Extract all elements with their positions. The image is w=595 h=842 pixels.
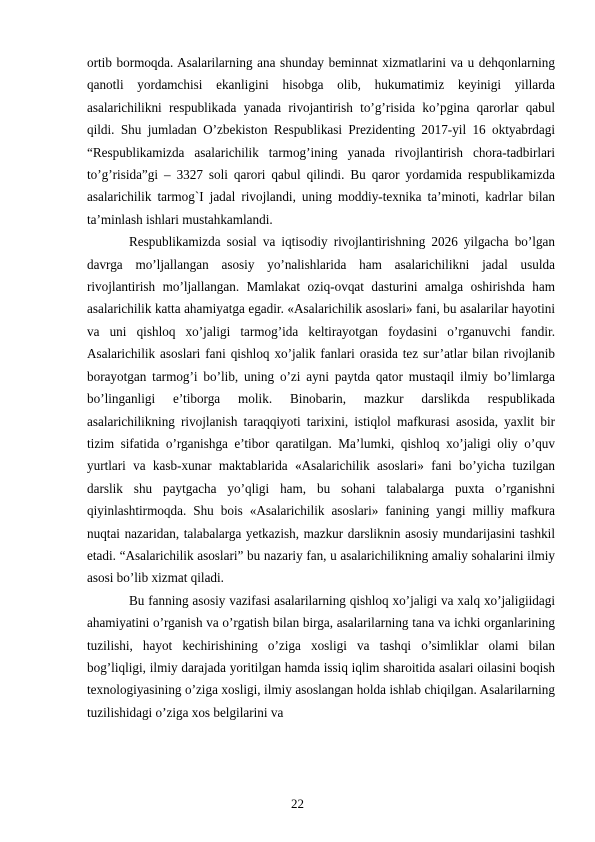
paragraph-2: Respublikamizda sosial va iqtisodiy rivojlantirishning 2026 yilgacha bo’lgan davrga mo’ljallangan asosiy yo’nalishlarida ham asalarichilikni jadal usulda rivojlantirish mo’ljallangan. Mamlakat oziq-ovqat dasturini amalga oshirishda ham asalarichilik katta ahamiyatga egadir. «Asalarichilik asoslari» fani, bu asalarilar hayotini va uni qishloq xo’jaligi tarmog’ida keltirayotgan foydasini o’rganuvchi fandir. Asalarichilik asoslari fani qishloq xo’jalik fanlari orasida tez sur’atlar bilan rivojlanib borayotgan tarmog’i bo’lib, uning o’zi ayni paytda qator mustaqil ilmiy bo’limlarga bo’linganligi e’tiborga molik. Binobarin, mazkur darslikda respublikada asalarichilikning rivojlanish taraqqiyoti tarixini, istiqlol mafkurasi asosida, yaxlit bir tizim sifatida o’rganishga e’tibor qaratilgan. Ma’lumki, qishloq xo’jaligi oliy o’quv yurtlari va kasb-xunar maktablarida «Asalarichilik asoslari» fani bo’yicha tuzilgan darslik shu paytgacha yo’qligi ham, bu sohani talabalarga puxta o’rganishni qiyinlashtirmoqda. Shu bois «Asalarichilik asoslari» fanining yangi milliy mafkura nuqtai nazaridan, talabalarga yetkazish, mazkur darsliknin asosiy mundarijasini tashkil etadi. “Asalarichilik asoslari” bu nazariy fan, u asalarichilikning amaliy sohalarini ilmiy asosi bo’lib xizmat qiladi. xyxy=(87,234,555,586)
page-number: 22 xyxy=(291,796,304,811)
paragraph-3: Bu fanning asosiy vazifasi asalarilarning qishloq xo’jaligi va xalq xo’jaligiidagi ahamiyatini o’rganish va o’rgatish bilan birga, asalarilarning tana va ichki organlarining tuzilishi, hayot kechirishining o’ziga xosligi va tashqi o’simliklar olami bilan bog’liqligi, ilmiy darajada yoritilgan hamda issiq iqlim sharoitida asalari oilasini boqish texnologiyasining o’ziga xosligi, ilmiy asoslangan holda ishlab chiqilgan. Asalarilarning tuzilishidagi o’ziga xos belgilarini va xyxy=(87,592,555,720)
body-text xyxy=(87,52,555,724)
paragraph-1: ortib bormoqda. Asalarilarning ana shunday beminnat xizmatlarini va u dehqonlarning qanotli yordamchisi ekanligini hisobga olib, hukumatimiz keyinigi yillarda asalarichilikni respublikada yanada rivojantirish to’g’risida ko’pgina qarorlar qabul qildi. Shu jumladan O’zbekiston Respublikasi Prezidenting 2017-yil 16 oktyabrdagi “Respublikamizda asalarichilik tarmog’ining yanada rivojlantirish chora-tadbirlari to’g’risida”gi – 3327 soli qarori qabul qilindi. Bu qaror yordamida respublikamizda asalarichilik tarmog`I jadal rivojlandi, uning moddiy-texnika ta’minoti, kadrlar bilan ta’minlash ishlari mustahkamlandi. xyxy=(87,55,555,227)
